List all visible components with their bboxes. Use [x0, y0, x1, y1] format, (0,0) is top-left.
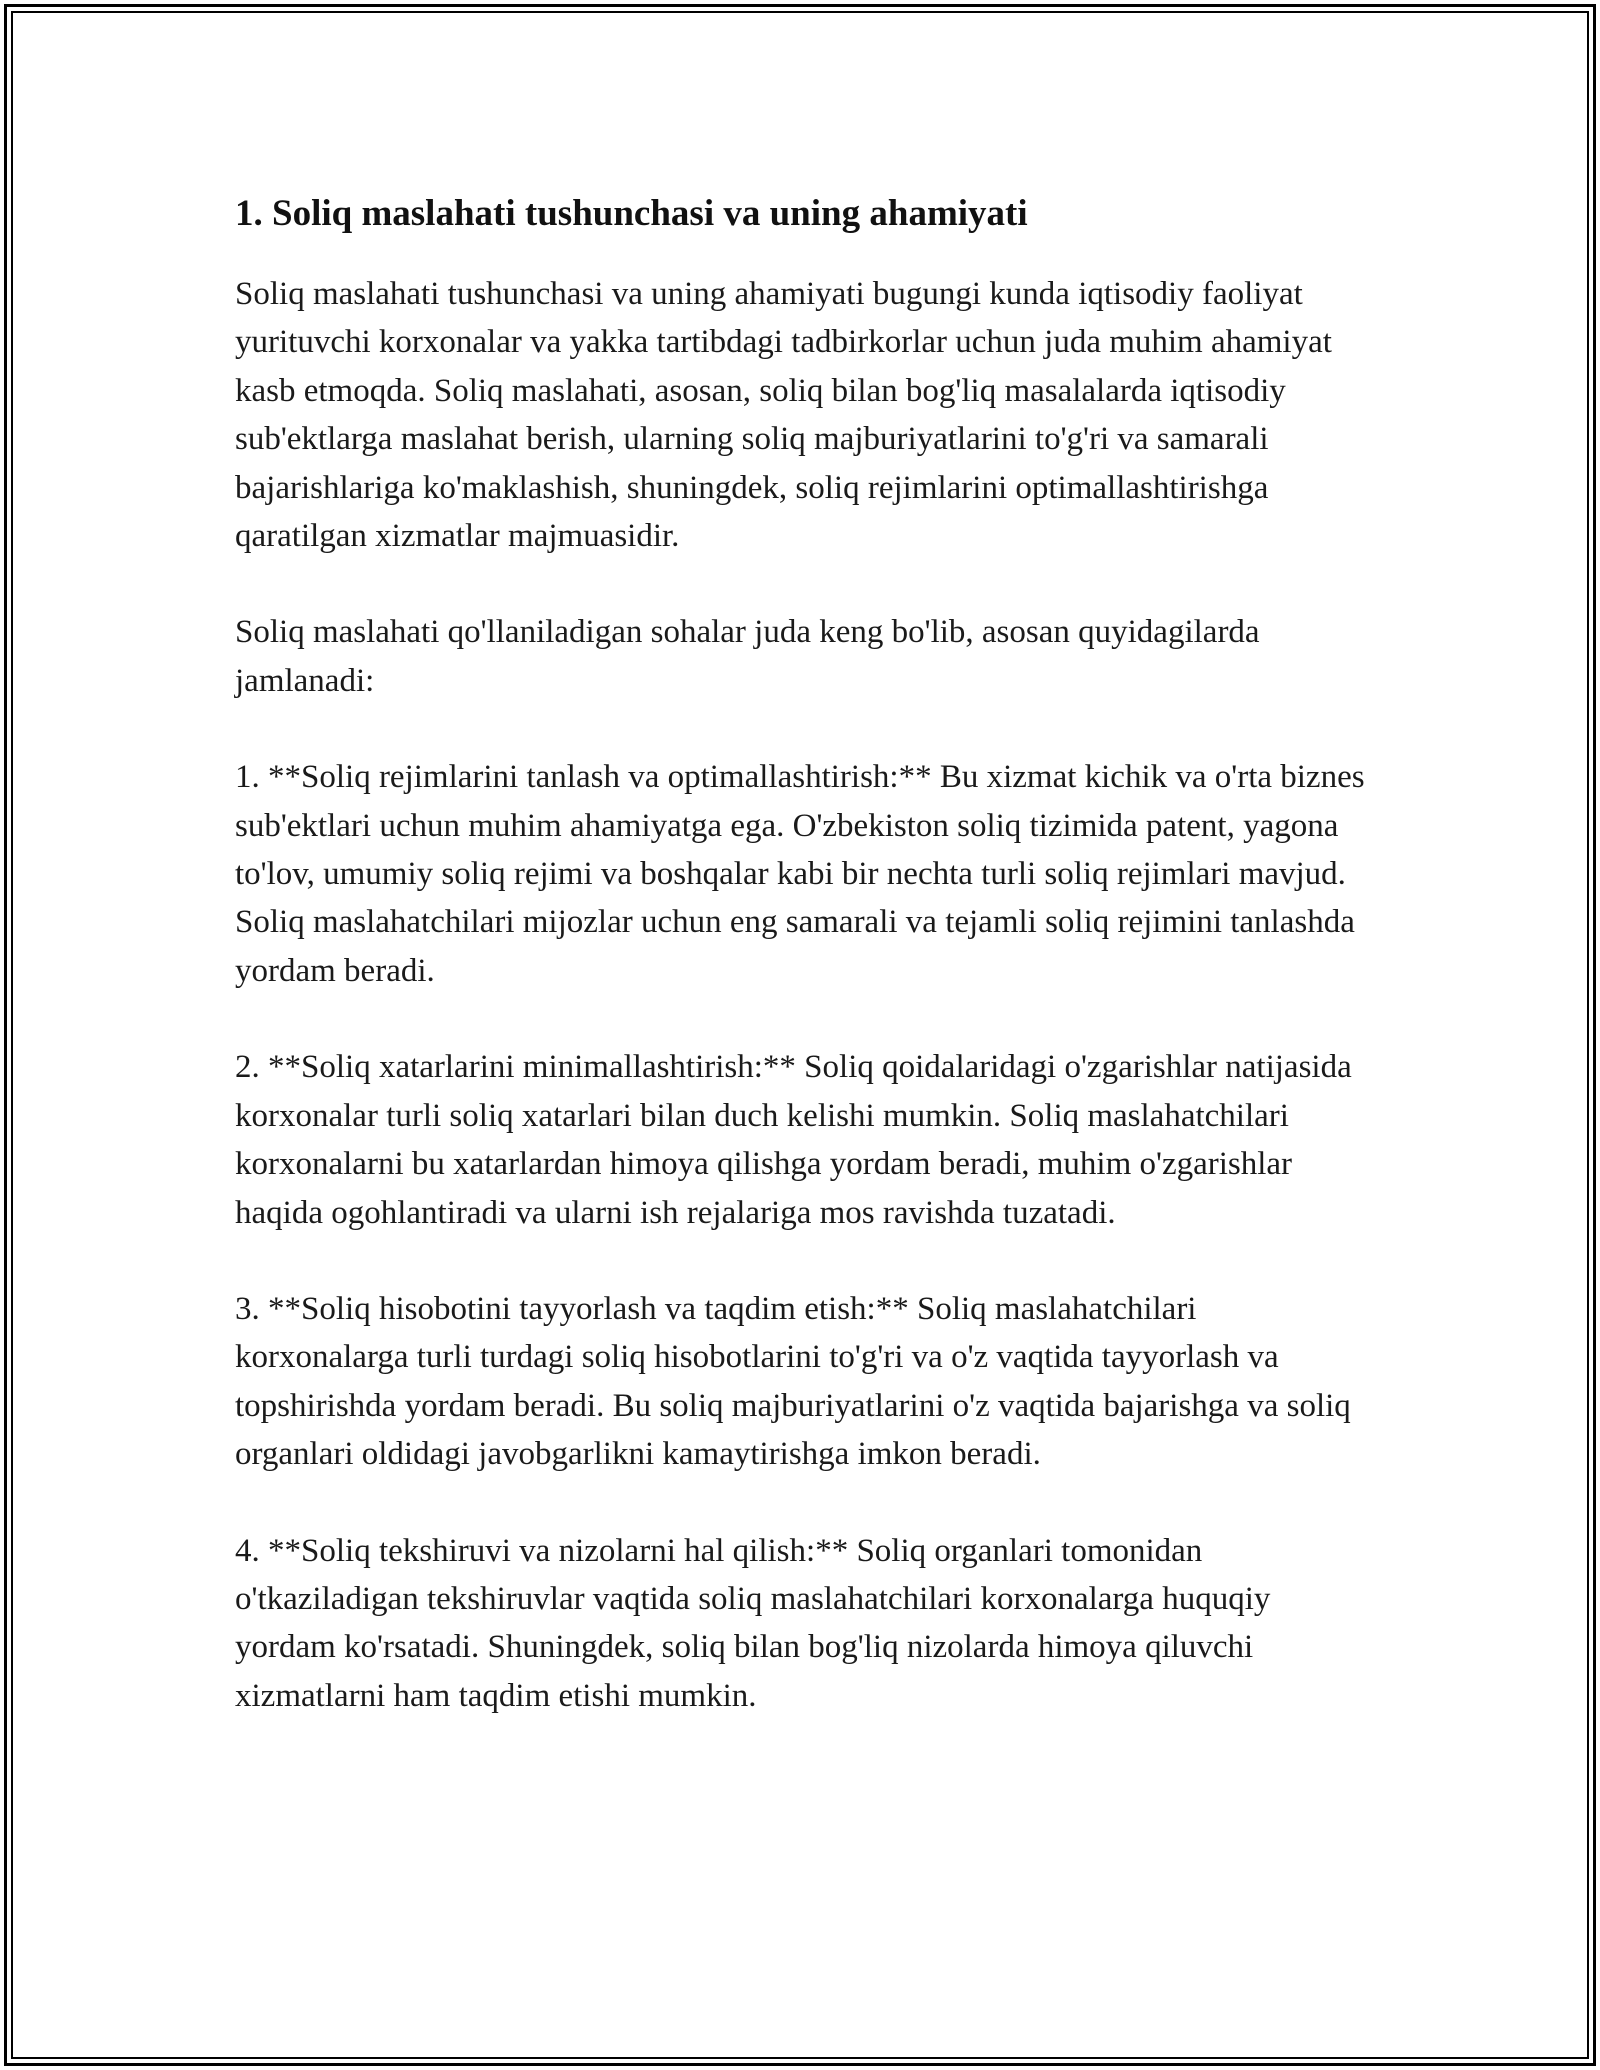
page-title: 1. Soliq maslahati tushunchasi va uning ahamiyati — [235, 193, 1028, 234]
document-body — [235, 186, 1375, 1768]
list-item-tax-risks: 2. **Soliq xatarlarini minimallashtirish:** Soliq qoidalaridagi o'zgarishlar natijasida korxonalar turli soliq xatarlari bilan duch kelishi mumkin. Soliq maslahatchilari korxonalarni bu xatarlardan himoya qilishga yordam beradi, muhim o'zgarishlar haqida ogohlantiradi va ularni ish rejalariga mos ravishda tuzatadi. — [235, 1049, 1352, 1231]
paragraph-scope: Soliq maslahati qo'llaniladigan sohalar juda keng bo'lib, asosan quyidagilarda jamlanadi: — [235, 614, 1260, 699]
list-item-tax-reporting: 3. **Soliq hisobotini tayyorlash va taqdim etish:** Soliq maslahatchilari korxonalarga turli turdagi soliq hisobotlarini to'g'ri va o'z vaqtida tayyorlash va topshirishda yordam beradi. Bu soliq majburiyatlarini o'z vaqtida bajarishga va soliq organlari oldidagi javobgarlikni kamaytirishga imkon beradi. — [235, 1290, 1351, 1473]
list-item-tax-regimes: 1. **Soliq rejimlarini tanlash va optimallashtirish:** Bu xizmat kichik va o'rta biznes sub'ektlari uchun muhim ahamiyatga ega. O'zbekiston soliq tizimida patent, yagona to'lov, umumiy soliq rejimi va boshqalar kabi bir nechta turli soliq rejimlari mavjud. Soliq maslahatchilari mijozlar uchun eng samarali va tejamli soliq rejimini tanlashda yordam beradi. — [235, 759, 1365, 989]
list-item-tax-audits: 4. **Soliq tekshiruvi va nizolarni hal qilish:** Soliq organlari tomonidan o'tkaziladigan tekshiruvlar vaqtida soliq maslahatchilari korxonalarga huquqiy yordam ko'rsatadi. Shuningdek, soliq bilan bog'liq nizolarda himoya qiluvchi xizmatlarni ham taqdim etishi mumkin. — [235, 1532, 1271, 1714]
paragraph-intro: Soliq maslahati tushunchasi va uning ahamiyati bugungi kunda iqtisodiy faoliyat yurituvchi korxonalar va yakka tartibdagi tadbirkorlar uchun juda muhim ahamiyat kasb etmoqda. Soliq maslahati, asosan, soliq bilan bog'liq masalalarda iqtisodiy sub'ektlarga maslahat berish, ularning soliq majburiyatlarini to'g'ri va samarali bajarishlariga ko'maklashish, shuningdek, soliq rejimlarini optimallashtirishga qaratilgan xizmatlar majmuasidir. — [235, 276, 1332, 555]
